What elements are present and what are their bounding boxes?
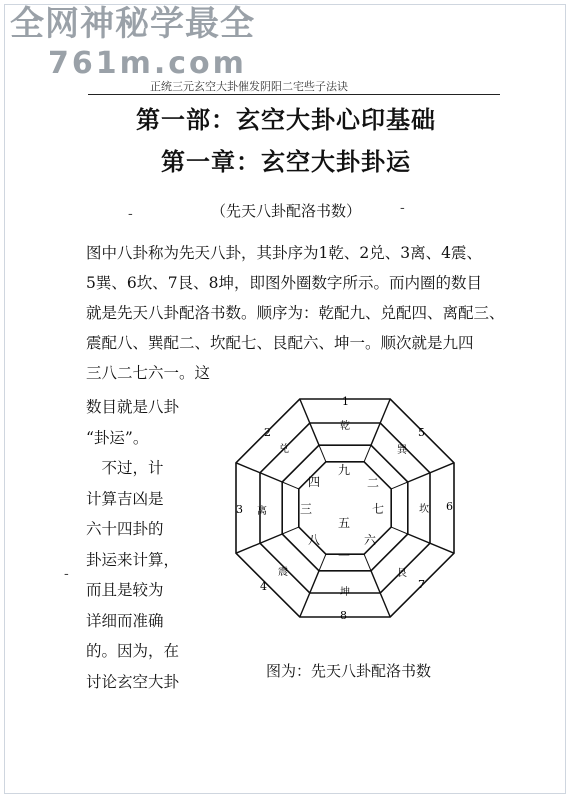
paragraph-line: 就是先天八卦配洛书数。顺序为：乾配九、兑配四、离配三、	[86, 304, 505, 322]
side-column-text	[86, 392, 214, 697]
paragraph-line: 三八二七六一。这	[86, 364, 211, 382]
outer-number-zhen: 4	[260, 580, 267, 593]
scan-mark: -	[400, 200, 405, 216]
side-line: 计算吉凶是	[86, 489, 164, 508]
trigram-zhen: 震	[278, 567, 288, 578]
trigram-gen: 艮	[397, 568, 407, 579]
paragraph-line: 5巽、6坎、7艮、8坤，即图外圈数字所示。而内圈的数目	[86, 274, 482, 292]
inner-spoke	[319, 554, 326, 571]
ring-spoke	[300, 571, 319, 617]
luoshu-number-kan: 七	[372, 502, 385, 516]
trigram-kun: 坤	[340, 587, 350, 598]
running-header: 正统三元玄空大卦催发阴阳二宅些子法诀	[150, 80, 348, 93]
outer-number-li: 3	[236, 503, 243, 516]
main-paragraph	[86, 238, 526, 388]
luoshu-number-zhen: 八	[308, 533, 321, 547]
side-line: 而且是较为	[86, 581, 164, 599]
side-line: 讨论玄空大卦	[86, 672, 180, 691]
trigram-dui: 兑	[279, 444, 289, 455]
ring-spoke	[236, 463, 282, 482]
ring-spoke	[236, 534, 282, 553]
site-watermark	[10, 2, 255, 82]
luoshu-number-qian: 九	[338, 463, 351, 477]
ring-spoke	[408, 534, 454, 553]
luoshu-number-kun: 一	[338, 549, 351, 563]
inner-spoke	[391, 482, 408, 489]
trigram-xun: 巽	[397, 445, 407, 456]
side-line: 六十四卦的	[86, 520, 164, 538]
luoshu-number-gen: 六	[364, 533, 377, 547]
outer-number-xun: 5	[418, 426, 425, 439]
section-subtitle: （先天八卦配洛书数）	[210, 202, 361, 220]
scan-mark: -	[128, 206, 133, 222]
trigram-li: 离	[257, 506, 267, 517]
outer-number-qian: 1	[342, 395, 349, 408]
side-line: 不过，计	[86, 459, 164, 477]
ring-spoke	[371, 399, 390, 445]
header-rule	[88, 94, 500, 95]
side-line: 数目就是八卦	[86, 398, 180, 416]
luoshu-number-dui: 四	[308, 475, 321, 489]
ring-spoke	[300, 399, 319, 445]
chapter-title: 第一章：玄空大卦卦运	[161, 147, 411, 176]
luoshu-number-li: 三	[300, 502, 313, 516]
watermark-url: 761m.com	[48, 46, 247, 81]
ring-spoke	[371, 571, 390, 617]
paragraph-line: 图中八卦称为先天八卦，其卦序为1乾、2兑、3离、4震、	[86, 244, 482, 262]
ring-spoke	[408, 463, 454, 482]
trigram-qian: 乾	[340, 421, 350, 432]
luoshu-number-xun: 二	[367, 476, 380, 490]
side-line: 卦运来计算，	[86, 550, 180, 569]
side-line: 详细而准确	[86, 611, 164, 630]
luoshu-center: 五	[338, 516, 351, 530]
trigram-kan: 坎	[419, 504, 429, 515]
bagua-diagram	[222, 388, 472, 633]
part-title: 第一部：玄空大卦心印基础	[136, 105, 436, 134]
inner-spoke	[282, 527, 299, 534]
outer-number-gen: 7	[418, 578, 425, 591]
inner-spoke	[319, 445, 326, 462]
side-line: “卦运”。	[86, 428, 149, 447]
side-line: 的。因为，在	[86, 642, 180, 660]
outer-number-kan: 6	[446, 500, 453, 513]
inner-spoke	[282, 482, 299, 489]
outer-number-kun: 8	[340, 609, 347, 622]
outer-number-dui: 2	[264, 426, 271, 439]
inner-spoke	[364, 554, 371, 571]
inner-spoke	[364, 445, 371, 462]
inner-spoke	[391, 527, 408, 534]
figure-caption: 图为：先天八卦配洛书数	[266, 662, 432, 680]
paragraph-line: 震配八、巽配二、坎配七、艮配六、坤一。顺次就是九四	[86, 334, 474, 352]
scan-mark: -	[64, 566, 69, 582]
watermark-title: 全网神秘学最全	[10, 4, 255, 44]
